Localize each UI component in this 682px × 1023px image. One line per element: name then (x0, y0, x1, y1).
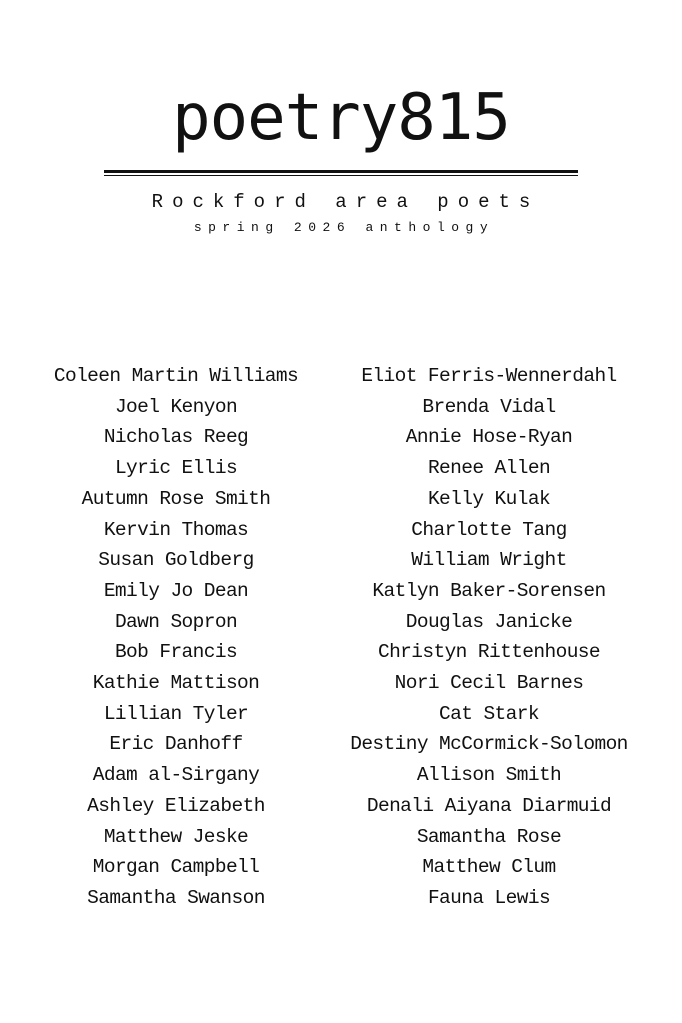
poet-name: Samantha Swanson (87, 886, 265, 909)
poet-name: Kathie Mattison (92, 672, 260, 695)
poet-name: Bob Francis (114, 641, 238, 664)
poet-name: Nori Cecil Barnes (394, 672, 584, 695)
poet-name: Annie Hose-Ryan (405, 426, 573, 449)
poet-name: Douglas Janicke (405, 610, 573, 633)
anthology-subtitle: Rockford area poets (151, 191, 540, 213)
divider-thin-line (104, 175, 578, 176)
divider-thick-line (104, 170, 578, 173)
poet-name: Joel Kenyon (114, 395, 238, 418)
poet-name: Morgan Campbell (92, 856, 260, 879)
poet-name: William Wright (411, 549, 567, 572)
poet-name: Destiny McCormick-Solomon (350, 733, 628, 756)
poet-name: Nicholas Reeg (103, 426, 249, 449)
poet-name: Lillian Tyler (103, 702, 249, 725)
poet-name: Christyn Rittenhouse (377, 641, 601, 664)
anthology-edition: spring 2026 anthology (193, 220, 495, 235)
poet-name: Matthew Jeske (103, 825, 249, 848)
poet-name: Emily Jo Dean (103, 579, 249, 602)
poet-name: Denali Aiyana Diarmuid (366, 794, 612, 817)
poet-name: Eliot Ferris-Wennerdahl (361, 365, 617, 387)
anthology-title: poetry815 (172, 81, 510, 155)
poet-name: Dawn Sopron (114, 610, 238, 633)
poet-name: Kervin Thomas (103, 518, 249, 541)
poet-column-right (322, 361, 656, 914)
poet-name: Eric Danhoff (109, 733, 243, 756)
poet-list (0, 361, 682, 921)
poet-name: Lyric Ellis (114, 457, 238, 480)
poet-name: Brenda Vidal (422, 395, 556, 418)
poet-name: Kelly Kulak (427, 487, 551, 510)
poet-name: Autumn Rose Smith (81, 487, 271, 510)
poet-name: Susan Goldberg (98, 549, 254, 572)
poet-name: Adam al-Sirgany (92, 764, 260, 787)
poet-name: Katlyn Baker-Sorensen (372, 579, 606, 602)
title-divider (104, 170, 578, 176)
poet-name: Samantha Rose (416, 825, 562, 848)
poet-name: Renee Allen (427, 457, 551, 480)
poet-name: Charlotte Tang (411, 518, 567, 541)
poet-name: Cat Stark (439, 702, 539, 725)
poet-column-left (20, 361, 332, 914)
poet-name: Allison Smith (416, 764, 562, 787)
poet-name: Fauna Lewis (427, 886, 551, 909)
poet-name: Ashley Elizabeth (87, 794, 265, 817)
poet-name: Matthew Clum (422, 856, 556, 879)
poet-name: Coleen Martin Williams (53, 365, 299, 387)
